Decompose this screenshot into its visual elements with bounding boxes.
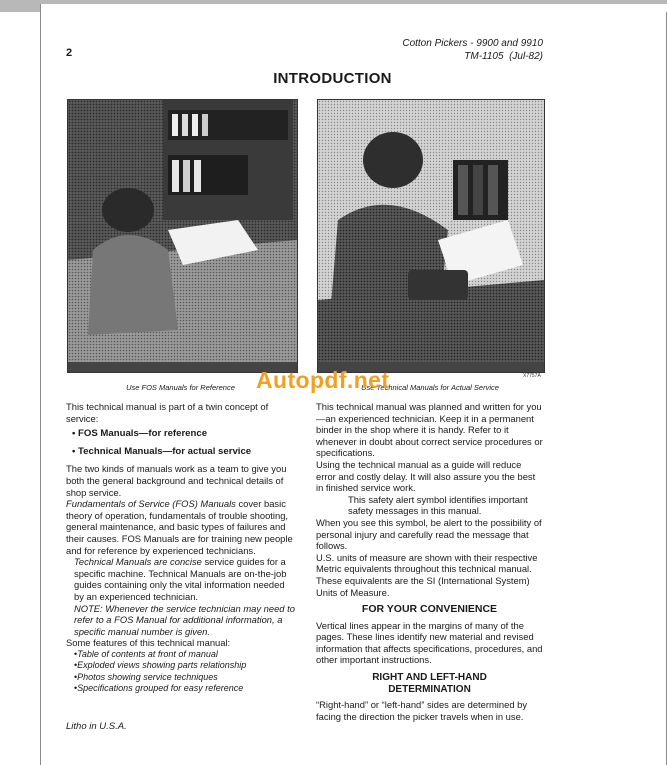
caption-fos: Use FOS Manuals for Reference: [126, 383, 235, 392]
fos-description: cover basic theory of operation, fundamentals of trouble shooting, general maintenance, and basic types of failures and their causes. FOS Manuals are for training new people and for reference by experienced technicians.: [66, 498, 293, 556]
heading-determination: [316, 672, 543, 695]
page-header: [380, 37, 543, 63]
photo-fos-reference: [67, 99, 298, 373]
team-paragraph: The two kinds of manuals work as a team to give you both the general background and technical details of shop service.: [66, 463, 287, 498]
bullet-fos: • FOS Manuals—for reference: [72, 428, 208, 440]
page-title: INTRODUCTION: [273, 70, 392, 87]
features-list: [66, 649, 296, 695]
audience-paragraph: This technical manual was planned and written for you—an experienced technician. Keep it in a permanent binder in the shop where it is handy. Refer to it whenever in doubt about correct service procedures or specifications.: [316, 401, 543, 459]
list-item: • Specifications grouped for easy reference: [74, 683, 296, 694]
fos-term: Fundamentals of Service (FOS) Manuals: [66, 498, 236, 510]
footer-litho: Litho in U.S.A.: [66, 721, 127, 732]
heading-convenience: FOR YOUR CONVENIENCE: [361, 603, 498, 616]
guide-paragraph: Using the technical manual as a guide will reduce error and costly delay. It will also assure you the best in finished service work.: [316, 458, 536, 494]
scan-left-border: [40, 12, 41, 765]
fos-paragraph: [66, 498, 296, 556]
product-line: Cotton Pickers - 9900 and 9910: [402, 38, 543, 49]
heading-determination-line2: DETERMINATION: [388, 683, 471, 695]
scan-top-border: [0, 0, 667, 12]
convenience-paragraph: Vertical lines appear in the margins of many of the pages. These lines identify new material and revised information that affects specifications, procedures, and other important instructions.: [316, 619, 543, 666]
manual-code-line: [380, 50, 543, 63]
determination-paragraph: “Right-hand” or “left-hand” sides are determined by facing the direction the picker travels when in use.: [316, 699, 528, 722]
watermark: Autopdf.net: [256, 367, 390, 393]
safety-warning-text: When you see this symbol, be alert to the possibility of personal injury and carefully read the message that follows.: [316, 516, 542, 552]
tm-description: service guides for a specific machine. Technical Manuals are on-the-job guides containing only the vital information needed by an experienced technician.: [74, 556, 287, 602]
list-item: • Exploded views showing parts relationship: [74, 660, 296, 671]
safety-alert-text: This safety alert symbol identifies important safety messages in this manual.: [348, 493, 528, 517]
photo-technical-service: [317, 99, 545, 373]
heading-determination-line1: RIGHT AND LEFT-HAND: [372, 672, 487, 684]
manual-code: TM-1105: [464, 51, 504, 62]
list-item: • Photos showing service techniques: [74, 672, 296, 683]
page-number: 2: [66, 47, 73, 59]
left-column: [66, 401, 296, 695]
list-item: • Table of contents at front of manual: [74, 649, 296, 660]
manual-date: (Jul-82): [509, 51, 543, 62]
intro-paragraph: This technical manual is part of a twin concept of service:: [66, 401, 269, 424]
scan-top-border-inner: [40, 4, 667, 12]
bullet-technical: • Technical Manuals—for actual service: [72, 445, 252, 457]
features-intro: Some features of this technical manual:: [66, 637, 231, 649]
units-paragraph: U.S. units of measure are shown with their respective Metric equivalents throughout this technical manual. These equivalents are the SI (International System) Units of Measure.: [316, 551, 538, 598]
caption-technical: Use Technical Manuals for Actual Service: [361, 383, 499, 392]
photo-code: X7757A: [523, 373, 541, 379]
tm-paragraph: [66, 556, 296, 602]
note-paragraph: NOTE: Whenever the service technician may need to refer to a FOS Manual for additional information, a specific manual number is given.: [74, 602, 295, 637]
tm-term: Technical Manuals are concise: [74, 556, 202, 568]
right-column: [316, 401, 543, 722]
